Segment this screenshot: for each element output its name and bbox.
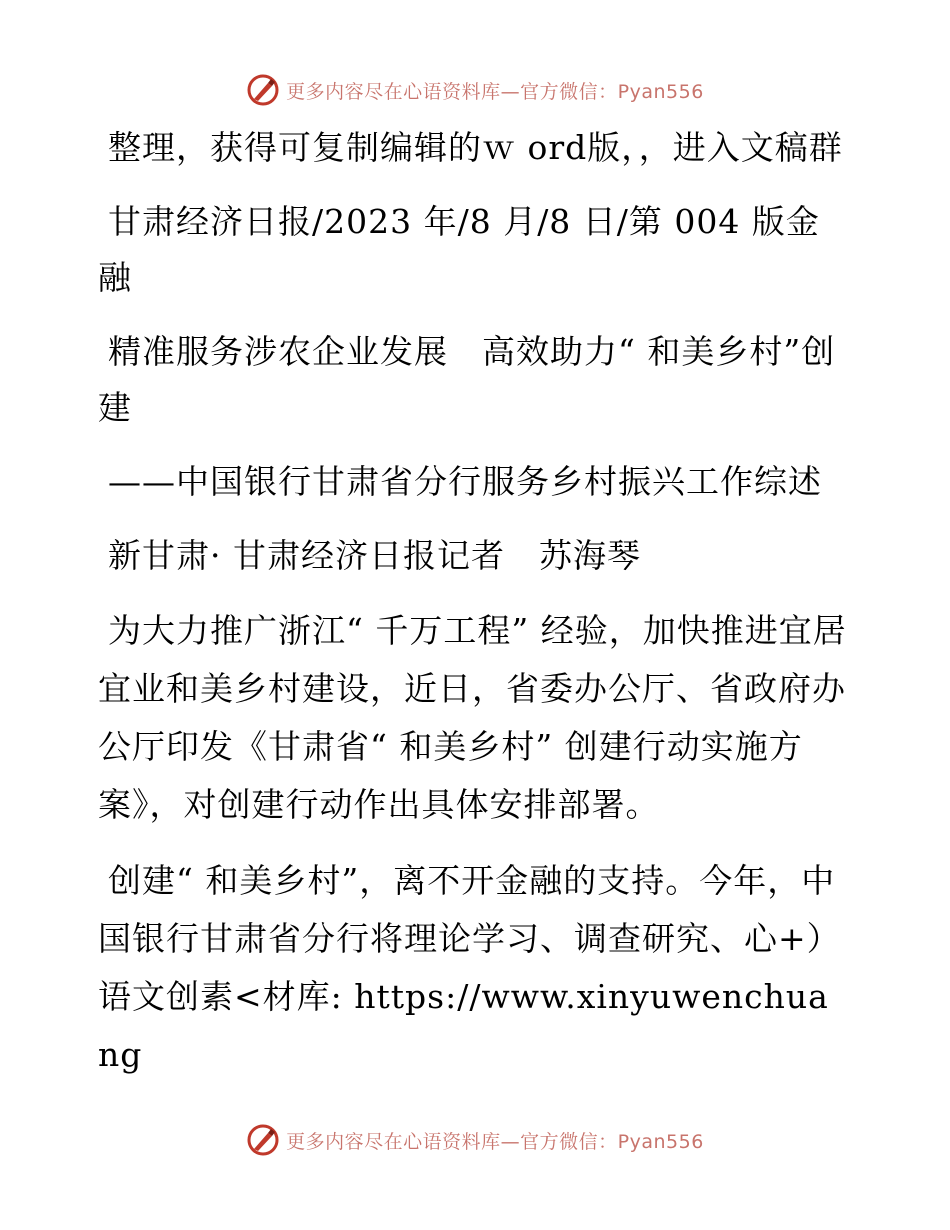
footer-banner — [0, 1120, 950, 1160]
body-paragraph: 创建“ 和美乡村”，离不开金融的支持。今年，中国银行甘肃省分行将理论学习、调查研究、心+）语文创素<材库: https://www.xinyuwenchuang — [98, 861, 841, 1074]
body-paragraph: 为大力推广浙江“ 千万工程” 经验，加快推进宜居宜业和美乡村建设，近日，省委办公厅、省政府办公厅印发《甘肃省“ 和美乡村” 创建行动实施方案》，对创建行动作出具体安排部署。 — [98, 611, 847, 824]
header-banner — [0, 70, 950, 110]
paragraph-source: 甘肃经济日报/2023 年/8 月/8 日/第 004 版金融 — [98, 202, 820, 297]
footer-banner-text: 更多内容尽在心语资料库—官方微信：Pyan556 — [286, 1130, 704, 1153]
paragraph-note: 整理，获得可复制编辑的ｗ ord版，，进入文稿群 — [108, 128, 843, 167]
article-title: 精准服务涉农企业发展 高效助力“ 和美乡村”创建 — [98, 332, 836, 427]
pen-logo-icon — [246, 1123, 280, 1157]
pen-logo-icon — [246, 73, 280, 107]
article-byline: 新甘肃· 甘肃经济日报记者 苏海琴 — [108, 536, 641, 575]
header-banner-text: 更多内容尽在心语资料库—官方微信：Pyan556 — [286, 80, 704, 103]
document-body — [98, 120, 850, 1102]
article-subtitle: ——中国银行甘肃省分行服务乡村振兴工作综述 — [108, 462, 822, 501]
